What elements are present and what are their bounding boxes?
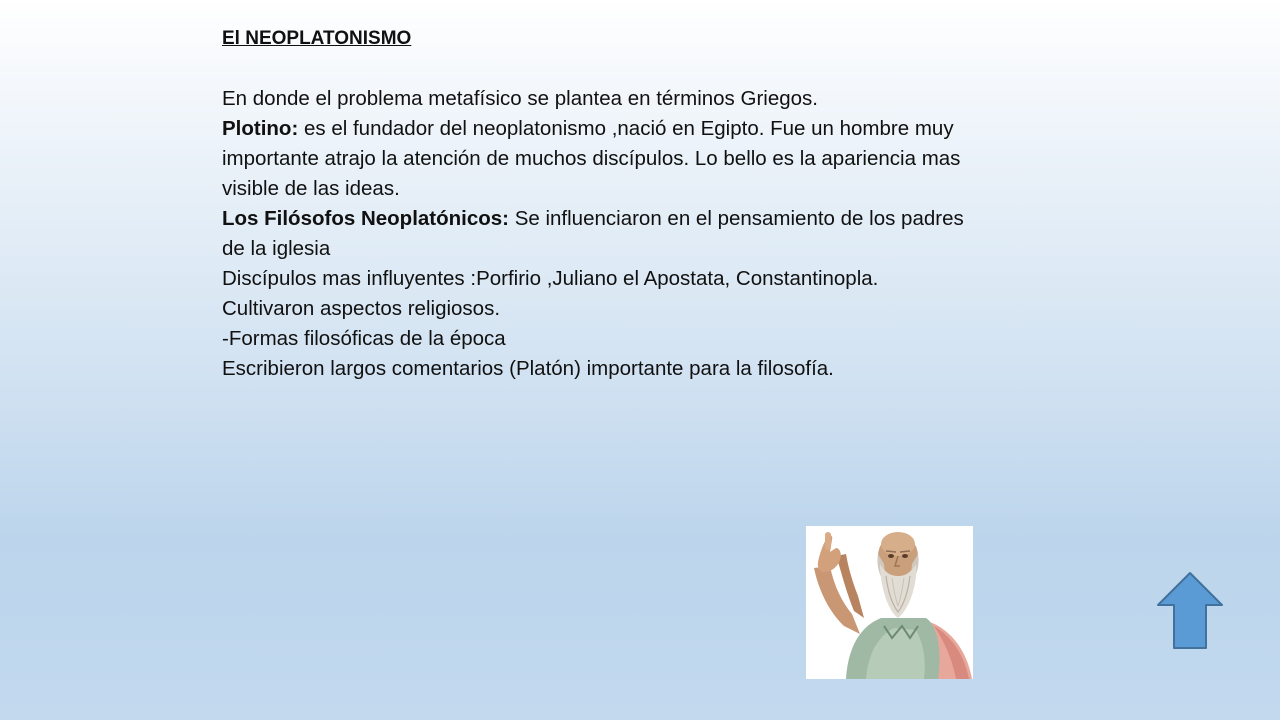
plato-portrait-icon xyxy=(806,526,973,679)
plotino-text: es el fundador del neoplatonismo ,nació en Egipto. Fue un hombre muy importante atrajo la atención de muchos discípulos. Lo bello es la apariencia mas visible de las ideas. xyxy=(222,117,961,200)
plotino-label: Plotino: xyxy=(222,117,299,140)
escribieron-paragraph: Escribieron largos comentarios (Platón) importante para la filosofía. xyxy=(222,357,834,380)
plotino-paragraph xyxy=(222,114,982,204)
slide-title: El NEOPLATONISMO xyxy=(222,28,412,49)
filosofos-label: Los Filósofos Neoplatónicos: xyxy=(222,207,510,230)
filosofos-paragraph xyxy=(222,204,982,264)
discipulos-paragraph: Discípulos mas influyentes :Porfirio ,Juliano el Apostata, Constantinopla. xyxy=(222,267,879,290)
formas-paragraph: -Formas filosóficas de la época xyxy=(222,327,506,350)
filosofos-text: Se influenciaron en el pensamiento de los padres de la iglesia xyxy=(222,207,964,260)
up-arrow-button[interactable] xyxy=(1155,571,1225,651)
intro-paragraph: En donde el problema metafísico se plantea en términos Griegos. xyxy=(222,87,818,110)
up-arrow-icon xyxy=(1155,571,1225,651)
slide-content xyxy=(222,24,982,384)
cultivaron-paragraph: Cultivaron aspectos religiosos. xyxy=(222,297,501,320)
plato-portrait xyxy=(806,526,973,679)
